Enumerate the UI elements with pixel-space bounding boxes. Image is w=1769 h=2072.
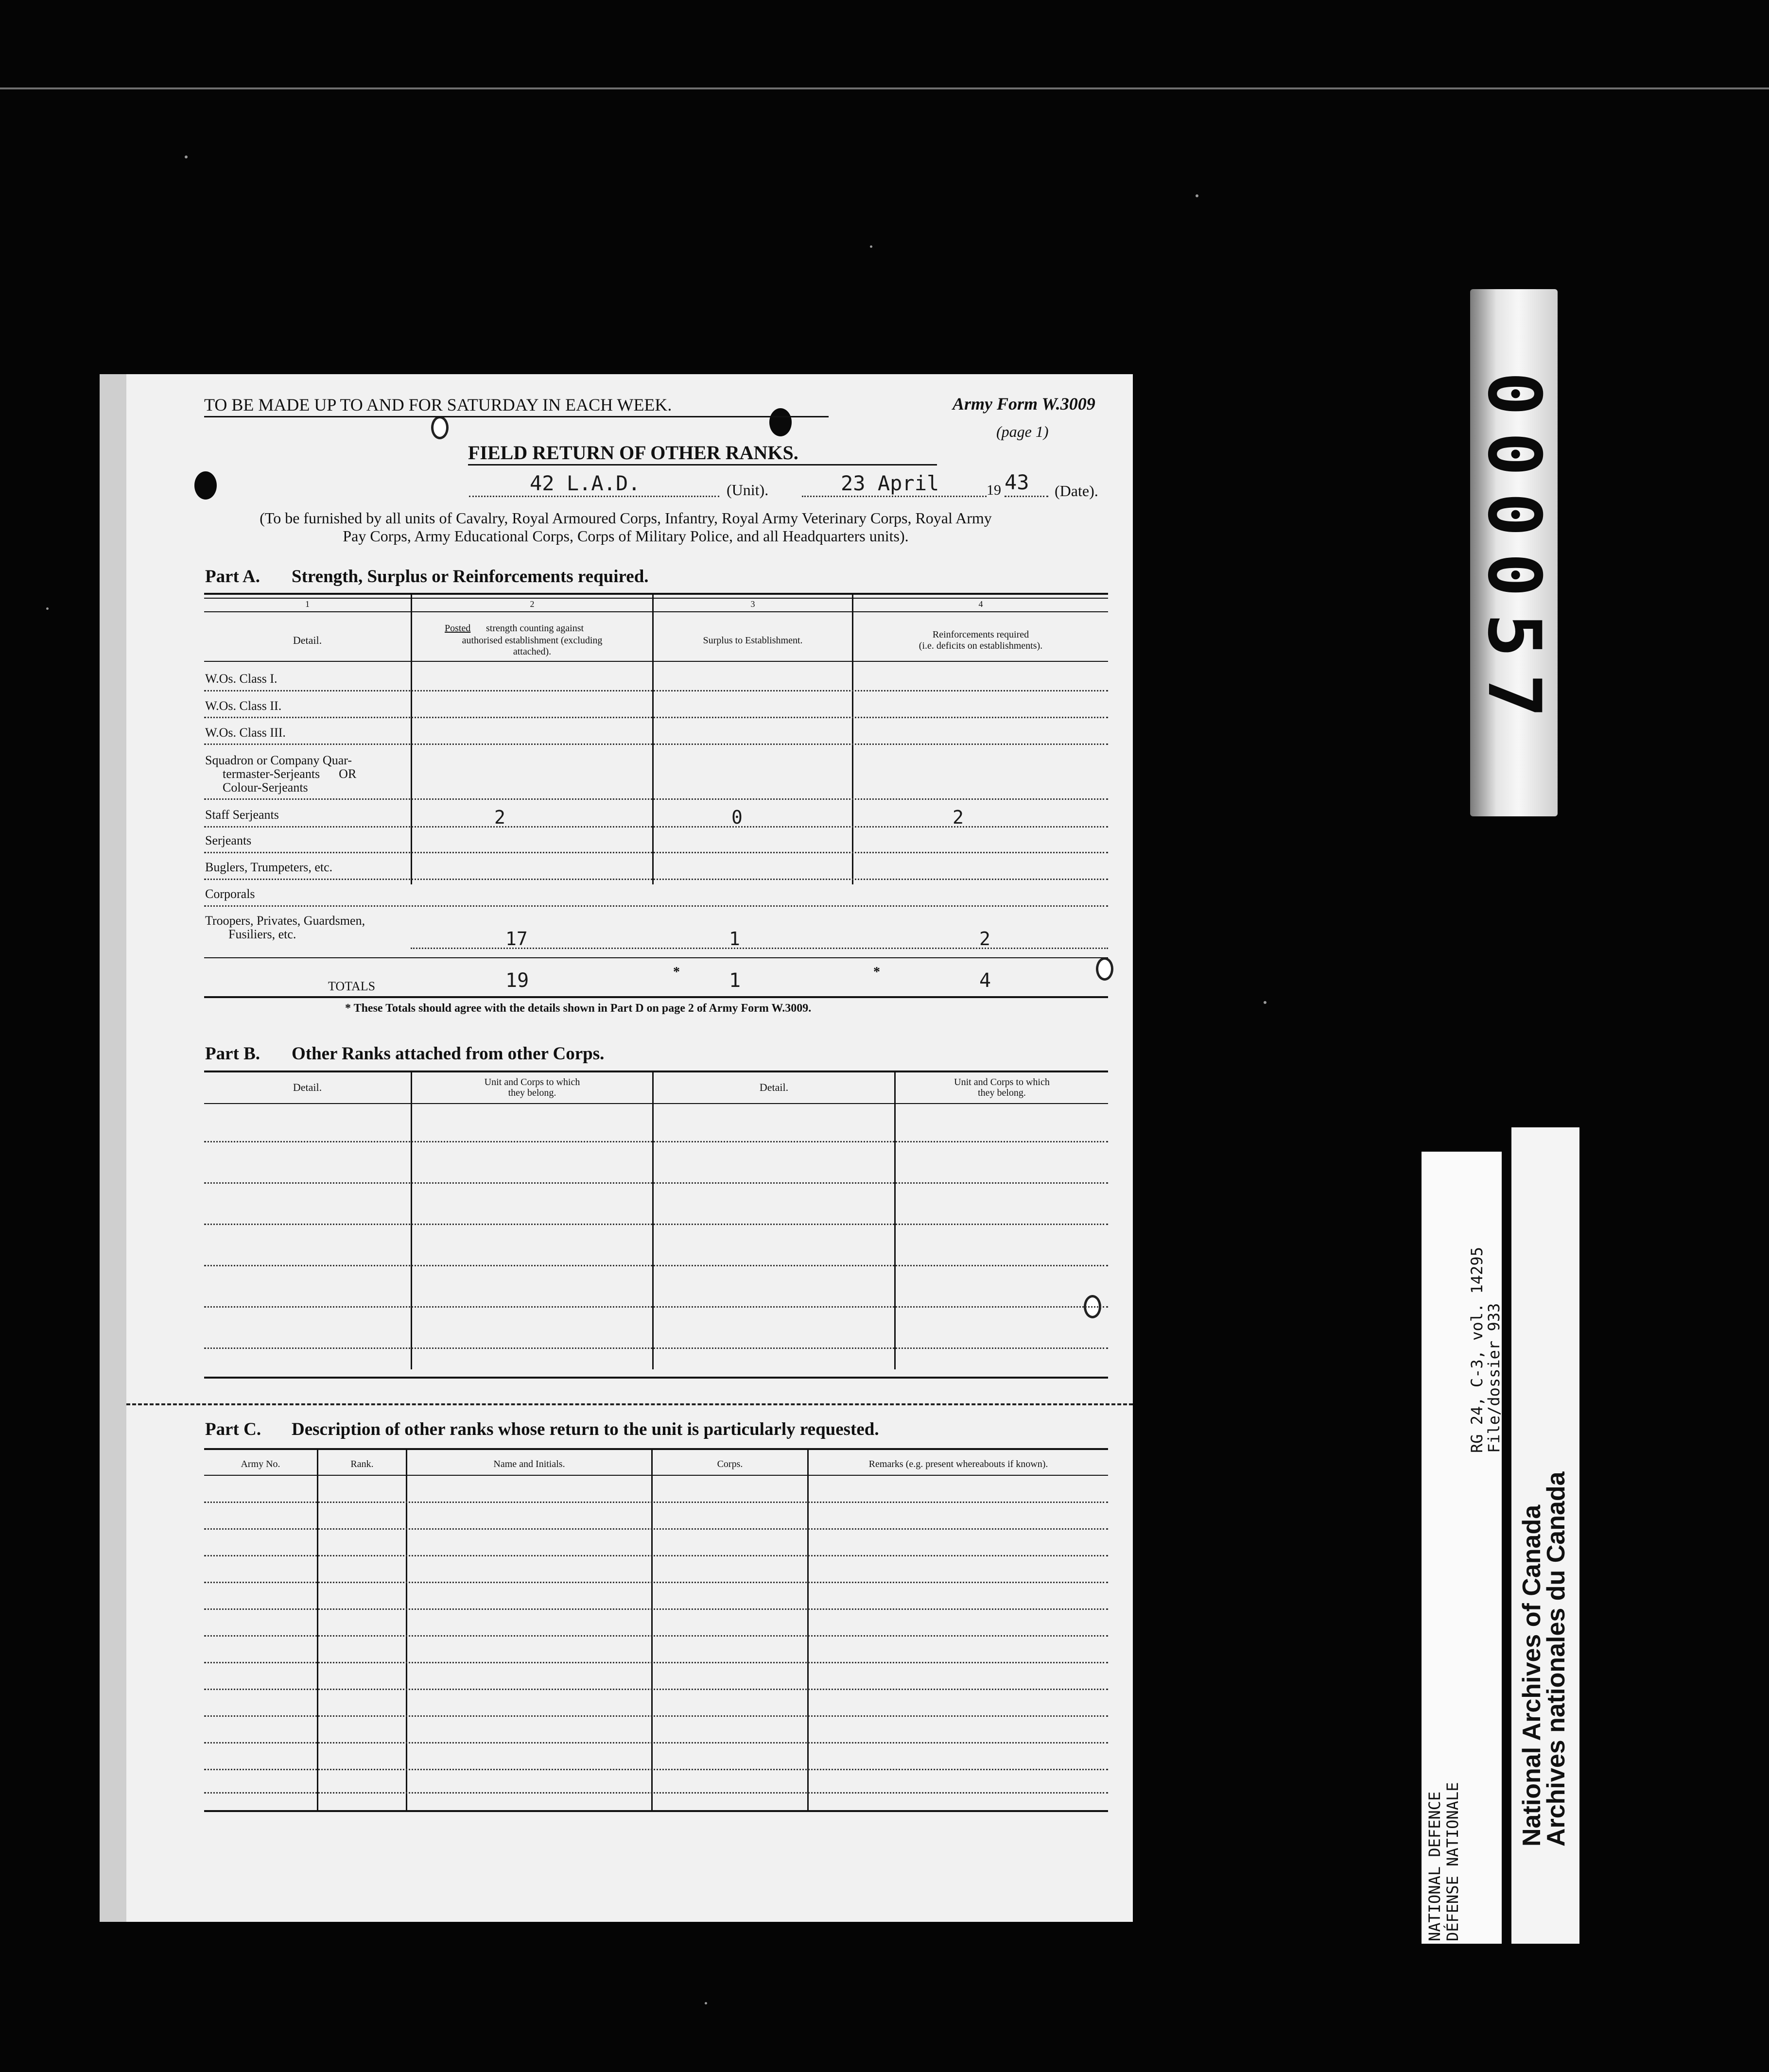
part-c-prefix: Part C. — [205, 1419, 261, 1439]
part-c-col-name: Name and Initials. — [493, 1459, 565, 1469]
part-a-col-sep — [411, 593, 412, 884]
form-sheet — [100, 374, 1133, 1922]
part-c-row-line — [204, 1608, 1108, 1610]
part-b-col-sep — [894, 1071, 896, 1369]
col-number-3: 3 — [750, 599, 755, 609]
col-number-1: 1 — [305, 599, 310, 609]
part-c-row-line — [204, 1689, 1108, 1690]
instruction-underline — [204, 416, 829, 417]
part-a-heading: Strength, Surplus or Reinforcements required. — [292, 567, 649, 587]
staff-serjeants-posted: 2 — [494, 807, 505, 828]
part-c-col-rank: Rank. — [350, 1459, 374, 1469]
totals-footnote: * These Totals should agree with the details shown in Part D on page 2 of Army Form W.3009. — [345, 1002, 812, 1015]
part-c-row-line — [204, 1502, 1108, 1503]
date-value: 23 April — [841, 471, 939, 495]
film-edge-line — [0, 87, 1769, 89]
dept-line-2: DÉFENSE NATIONALE — [1443, 1782, 1462, 1941]
part-c-col-corps: Corps. — [717, 1459, 743, 1469]
part-b-bottom-rule — [204, 1377, 1108, 1379]
perforation-line — [126, 1403, 1133, 1405]
form-title: FIELD RETURN OF OTHER RANKS. — [468, 442, 798, 464]
col-number-rule — [204, 611, 1108, 612]
film-speck — [46, 607, 49, 610]
totals-surplus-star: * — [673, 965, 680, 980]
part-a-col-posted-rest: strength counting against — [486, 623, 584, 634]
troopers-surplus: 1 — [729, 928, 740, 950]
punch-hole — [1096, 957, 1113, 981]
part-b-prefix: Part B. — [205, 1044, 260, 1064]
row-label-troopers-line1: Troopers, Privates, Guardsmen, — [205, 914, 365, 928]
part-b-top-rule — [204, 1071, 1108, 1072]
part-c-row-line — [204, 1792, 1108, 1794]
reference-line-2: File/dossier 933 — [1485, 1303, 1503, 1453]
page-number: (page 1) — [996, 423, 1049, 440]
part-b-header-rule — [204, 1103, 1108, 1104]
part-c-row-line — [204, 1635, 1108, 1637]
part-a-header-rule — [204, 661, 1108, 662]
row-line — [204, 905, 1108, 907]
date-label: (Date). — [1055, 482, 1098, 500]
part-b-col-unit-2-line1: Unit and Corps to which — [954, 1077, 1050, 1088]
row-line — [204, 852, 1108, 853]
part-a-col-posted-line2: authorised establishment (excluding — [462, 635, 603, 646]
form-instruction: TO BE MADE UP TO AND FOR SATURDAY IN EACH WEEK. — [204, 395, 672, 414]
row-line — [204, 798, 1108, 800]
part-c-col-army-no: Army No. — [241, 1459, 280, 1469]
part-b-row-line — [204, 1182, 1108, 1184]
instructions-note-line-2: Pay Corps, Army Educational Corps, Corps of Military Police, and all Headquarters units). — [343, 527, 909, 545]
part-a-col-reinf-line2: (i.e. deficits on establishments). — [919, 640, 1043, 651]
archive-label-reference — [1422, 1152, 1502, 1944]
row-line — [204, 717, 1108, 718]
row-label-troopers-line2: Fusiliers, etc. — [228, 927, 296, 941]
col-number-2: 2 — [530, 599, 535, 609]
troopers-reinf: 2 — [979, 928, 990, 950]
row-label-wo-class-1: W.Os. Class I. — [205, 672, 277, 686]
punch-hole — [194, 471, 217, 500]
part-b-col-unit-2-line2: they belong. — [978, 1088, 1026, 1098]
part-c-bottom-rule — [204, 1810, 1108, 1812]
film-speck — [1264, 1001, 1266, 1004]
part-a-prefix: Part A. — [205, 567, 260, 587]
part-b-col-detail-1: Detail. — [293, 1081, 322, 1093]
row-line — [204, 690, 1108, 691]
totals-top-rule — [204, 957, 1108, 958]
unit-label: (Unit). — [727, 481, 769, 499]
part-c-row-line — [204, 1742, 1108, 1744]
part-b-row-line — [204, 1224, 1108, 1225]
part-b-col-detail-2: Detail. — [759, 1081, 789, 1093]
reference-line-1: RG 24, C-3, vol. 14295 — [1468, 1247, 1486, 1453]
row-label-corporals: Corporals — [205, 887, 255, 901]
totals-label: TOTALS — [328, 979, 376, 993]
row-label-sqms-line2: termaster-Serjeants OR — [223, 767, 357, 781]
instructions-note-line-1: (To be furnished by all units of Cavalry, Royal Armoured Corps, Infantry, Royal Army Veterinary Corps, Royal Army — [260, 509, 992, 527]
row-label-buglers: Buglers, Trumpeters, etc. — [205, 860, 333, 874]
title-underline — [468, 464, 937, 466]
totals-reinf: 4 — [979, 969, 991, 992]
row-label-serjeants: Serjeants — [205, 833, 252, 847]
part-c-row-line — [204, 1528, 1108, 1530]
part-a-col-posted-word: Posted — [445, 623, 471, 634]
punch-hole — [431, 416, 449, 439]
archives-name-fr: Archives nationales du Canada — [1542, 1471, 1570, 1847]
part-b-col-sep — [411, 1071, 412, 1369]
part-b-col-unit-1-line2: they belong. — [508, 1088, 556, 1098]
part-b-row-line — [204, 1306, 1108, 1308]
sheet-shadow-edge — [100, 374, 126, 1922]
part-a-col-reinf-line1: Reinforcements required — [932, 629, 1029, 640]
row-label-sqms-line3: Colour-Serjeants — [223, 780, 308, 794]
part-a-col-sep — [852, 593, 853, 884]
frame-number: 000057 — [1472, 371, 1556, 734]
date-field-line — [802, 496, 987, 497]
film-speck — [185, 155, 188, 158]
part-c-header-rule — [204, 1475, 1108, 1476]
part-c-row-line — [204, 1662, 1108, 1663]
part-c-top-rule — [204, 1448, 1108, 1450]
form-number: Army Form W.3009 — [953, 394, 1095, 414]
part-a-col-detail: Detail. — [293, 634, 322, 646]
part-a-col-posted-line3: attached). — [513, 646, 552, 657]
totals-reinf-star: * — [873, 965, 880, 980]
part-a-col-surplus: Surplus to Establishment. — [703, 635, 803, 646]
part-c-row-line — [204, 1582, 1108, 1583]
archive-label-institution — [1511, 1127, 1579, 1944]
row-line — [204, 826, 1108, 828]
year-value: 43 — [1005, 470, 1029, 494]
part-c-row-line — [204, 1769, 1108, 1770]
film-speck — [870, 245, 872, 248]
punch-hole — [769, 408, 792, 436]
part-c-heading: Description of other ranks whose return to the unit is particularly requested. — [292, 1419, 879, 1439]
part-c-row-line — [204, 1555, 1108, 1556]
row-label-staff-serjeants: Staff Serjeants — [205, 808, 279, 822]
part-a-top-rule — [204, 593, 1108, 595]
part-a-bottom-rule — [204, 996, 1108, 998]
row-label-sqms-line1: Squadron or Company Quar- — [205, 753, 352, 767]
row-line — [411, 948, 1108, 949]
dept-line-1: NATIONAL DEFENCE — [1425, 1791, 1444, 1941]
archives-name-en: National Archives of Canada — [1518, 1504, 1546, 1847]
part-b-row-line — [204, 1347, 1108, 1349]
year-field-line — [1005, 496, 1048, 497]
totals-surplus: 1 — [729, 969, 741, 992]
staff-serjeants-reinf: 2 — [953, 807, 964, 828]
troopers-posted: 17 — [505, 928, 528, 950]
part-b-row-line — [204, 1141, 1108, 1142]
part-a-top-rule-inner — [204, 598, 1108, 599]
film-speck — [1196, 194, 1198, 197]
part-c-row-line — [204, 1715, 1108, 1717]
part-b-row-line — [204, 1265, 1108, 1266]
unit-value: 42 L.A.D. — [530, 471, 641, 495]
totals-posted: 19 — [505, 969, 529, 992]
unit-field-line — [469, 496, 719, 497]
part-b-col-unit-1-line1: Unit and Corps to which — [484, 1077, 580, 1088]
row-label-wo-class-2: W.Os. Class II. — [205, 699, 282, 713]
part-c-col-remarks: Remarks (e.g. present whereabouts if known). — [868, 1459, 1048, 1469]
frame-number-strip — [1470, 289, 1558, 816]
row-line — [204, 879, 1108, 880]
film-speck — [705, 2002, 707, 2004]
col-number-4: 4 — [978, 599, 983, 609]
row-line — [204, 743, 1108, 745]
part-b-heading: Other Ranks attached from other Corps. — [292, 1044, 605, 1064]
part-a-col-sep — [652, 593, 654, 884]
part-b-col-sep — [652, 1071, 654, 1369]
row-label-wo-class-3: W.Os. Class III. — [205, 725, 286, 740]
staff-serjeants-surplus: 0 — [731, 807, 743, 828]
year-prefix: 19 — [987, 482, 1001, 498]
